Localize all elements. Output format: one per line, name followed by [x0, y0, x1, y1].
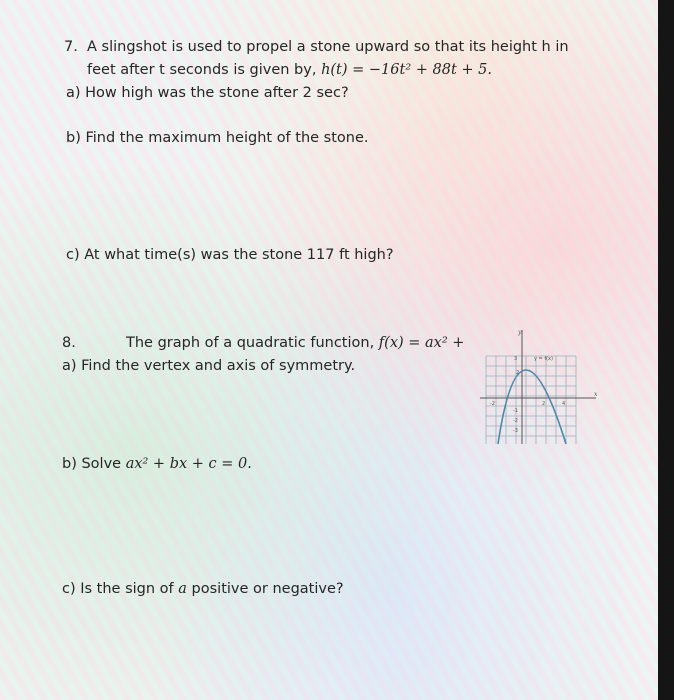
graph-tick-x-pos2: 4	[562, 401, 566, 407]
q7-line2	[87, 61, 492, 79]
graph-tick-y-neg2: -2	[513, 418, 518, 424]
q8-function-formula: f(x) = ax² +	[378, 335, 465, 351]
graph-y-label: y	[518, 329, 522, 336]
q8-part-c-var: a	[178, 581, 187, 597]
q8-equation: ax² + bx + c = 0.	[125, 456, 252, 472]
q7-intro: A slingshot is used to propel a stone upward so that its height h in	[87, 39, 569, 55]
q8-part-c	[62, 580, 344, 598]
graph-tick-y-mid: 2	[516, 370, 520, 376]
q7-number: 7.	[64, 39, 78, 55]
q8-intro-text: The graph of a quadratic function,	[126, 335, 375, 351]
q8-part-b-text: b) Solve	[62, 456, 122, 472]
graph-tick-y-top: 3	[514, 356, 518, 362]
page-edge-shadow	[658, 0, 674, 700]
graph-tick-y-neg3: -3	[513, 428, 518, 434]
graph-curve-label: y = f(x)	[534, 356, 553, 362]
q8-intro	[126, 334, 464, 352]
parabola-graph	[474, 326, 602, 446]
graph-tick-y-neg: -1	[513, 408, 518, 414]
q8-part-b	[62, 455, 252, 473]
graph-tick-x-pos: 2	[542, 401, 546, 407]
graph-tick-x-neg: -2	[490, 401, 495, 407]
q7-part-b: b) Find the maximum height of the stone.	[66, 130, 369, 146]
q7-part-a: a) How high was the stone after 2 sec?	[66, 85, 349, 101]
q7-height-formula: h(t) = −16t² + 88t + 5.	[321, 62, 492, 78]
graph-x-label: x	[594, 391, 598, 398]
q8-part-a: a) Find the vertex and axis of symmetry.	[62, 358, 356, 374]
q8-part-c-text1: c) Is the sign of	[62, 581, 174, 597]
q7-line2-text: feet after t seconds is given by,	[87, 62, 317, 78]
q8-part-c-text2: positive or negative?	[191, 581, 344, 597]
q7-part-c: c) At what time(s) was the stone 117 ft high?	[66, 247, 394, 263]
q8-number: 8.	[62, 335, 76, 351]
